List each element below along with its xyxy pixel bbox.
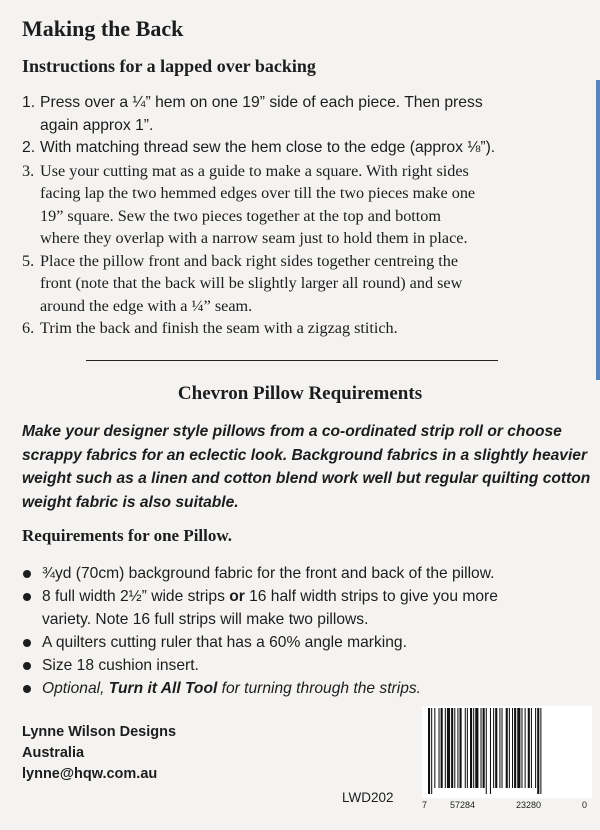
barcode-bar (514, 708, 516, 788)
step-5 (22, 250, 592, 318)
step-3 (22, 160, 592, 250)
barcode-bar (460, 708, 462, 788)
list-item-text: 8 full width 2½” wide strips (42, 588, 230, 605)
barcode-bar (486, 708, 487, 794)
instruction-steps (22, 92, 592, 340)
list-item (22, 677, 592, 700)
barcode-bar (457, 708, 458, 788)
step-number: 5. (22, 251, 35, 270)
barcode-bar (499, 708, 500, 788)
step-text: Use your cutting mat as a guide to make a square. With right sides (40, 161, 469, 180)
instructions-subtitle: Instructions for a lapped over backing (22, 56, 316, 76)
company-email: lynne@hqw.com.au (22, 766, 158, 782)
list-item-text: ¾yd (70cm) background fabric for the front and back of the pillow. (42, 565, 495, 582)
bullet-icon (23, 639, 31, 647)
step-text: where they overlap with a narrow seam just to hold them in place. (40, 229, 468, 247)
barcode-bar (445, 708, 446, 788)
barcode-bar (473, 708, 474, 788)
barcode-digit: 57284 (450, 800, 476, 810)
step-2 (22, 137, 592, 160)
barcode-bar (451, 708, 453, 788)
list-item-text: A quilters cutting ruler that has a 60% angle marking. (42, 634, 407, 651)
barcode-bars (428, 708, 586, 794)
barcode-bar (535, 708, 536, 788)
list-item-text: Optional, (42, 680, 109, 697)
step-text: With matching thread sew the hem close to the edge (approx ⅛”). (40, 139, 496, 156)
step-text: Place the pillow front and back right sides together centreing the (40, 251, 459, 270)
barcode-bar (428, 708, 430, 794)
step-text: Trim the back and finish the seam with a zigzag stitich. (40, 319, 398, 337)
list-item-text: for turning through the strips. (217, 680, 422, 697)
barcode-bar (493, 708, 494, 788)
barcode-bar (517, 708, 520, 788)
barcode-bar (502, 708, 503, 788)
barcode-digit: 7 (422, 800, 428, 810)
company-name: Lynne Wilson Designs (22, 724, 177, 740)
barcode (422, 706, 592, 798)
step-6 (22, 317, 592, 340)
section-divider (86, 360, 498, 361)
list-item (22, 631, 592, 654)
barcode-bar (509, 708, 510, 788)
barcode-bar (531, 708, 532, 788)
barcode-bar (483, 708, 485, 788)
step-text: Press over a ¼” hem on one 19” side of each piece. Then press (40, 94, 483, 111)
requirements-list (22, 562, 592, 700)
step-text: facing lap the two hemmed edges over till the two pieces make one (40, 184, 476, 202)
list-item (22, 585, 592, 631)
requirements-title: Chevron Pillow Requirements (177, 383, 423, 404)
list-item (22, 654, 592, 677)
list-item-text: variety. Note 16 full strips will make two pillows. (42, 611, 369, 628)
page-edge-accent (596, 80, 600, 380)
step-1 (22, 92, 592, 137)
list-item-emphasis: Turn it All Tool (108, 680, 218, 697)
barcode-bar (481, 708, 482, 788)
bullet-icon (23, 685, 31, 693)
barcode-bar (495, 708, 497, 788)
barcode-digit: 23280 (516, 800, 542, 810)
step-number: 1. (22, 94, 36, 111)
barcode-bar (467, 708, 468, 788)
step-number: 6. (22, 319, 35, 337)
barcode-bar (490, 708, 491, 794)
barcode-bar (431, 708, 432, 794)
company-country: Australia (22, 745, 85, 761)
barcode-bar (465, 708, 466, 788)
barcode-bar (434, 708, 435, 788)
list-item-emphasis: or (229, 588, 245, 605)
barcode-digit: 0 (582, 800, 588, 810)
barcode-bar (475, 708, 478, 788)
step-text: front (note that the back will be slightly larger all round) and sew (40, 274, 463, 292)
barcode-bar (506, 708, 508, 788)
barcode-bar (528, 708, 530, 788)
step-text: 19” square. Sew the two pieces together at the top and bottom (40, 206, 441, 225)
step-text: around the edge with a ¼” seam. (40, 296, 253, 315)
barcode-bar (447, 708, 450, 788)
section-title: Making the Back (22, 16, 184, 41)
bullet-icon (23, 570, 31, 578)
bullet-icon (23, 662, 31, 670)
step-number: 2. (22, 139, 36, 156)
list-item (22, 562, 592, 585)
requirements-intro: Make your designer style pillows from a co-ordinated strip roll or choose scrappy fabrics for an eclectic look. Background fabrics in a slightly heavier weight such as a linen and cotton blend work well but regular quilting cotton weight fabric is also suitable. (22, 423, 591, 511)
list-item-text: Size 18 cushion insert. (42, 657, 199, 674)
barcode-bar (540, 708, 541, 794)
barcode-bar (512, 708, 513, 788)
barcode-bar (439, 708, 440, 788)
product-code: LWD202 (342, 790, 394, 805)
barcode-bar (537, 708, 539, 794)
barcode-bar (521, 708, 522, 788)
barcode-bar (470, 708, 472, 788)
barcode-bar (441, 708, 443, 788)
barcode-bar (454, 708, 455, 788)
designer-info (22, 722, 176, 785)
requirements-subtitle: Requirements for one Pillow. (22, 526, 232, 545)
bullet-icon (23, 593, 31, 601)
step-text: again approx 1”. (40, 116, 154, 134)
list-item-text: 16 half width strips to give you more (244, 588, 498, 605)
barcode-bar (525, 708, 526, 788)
step-number: 3. (22, 161, 35, 180)
